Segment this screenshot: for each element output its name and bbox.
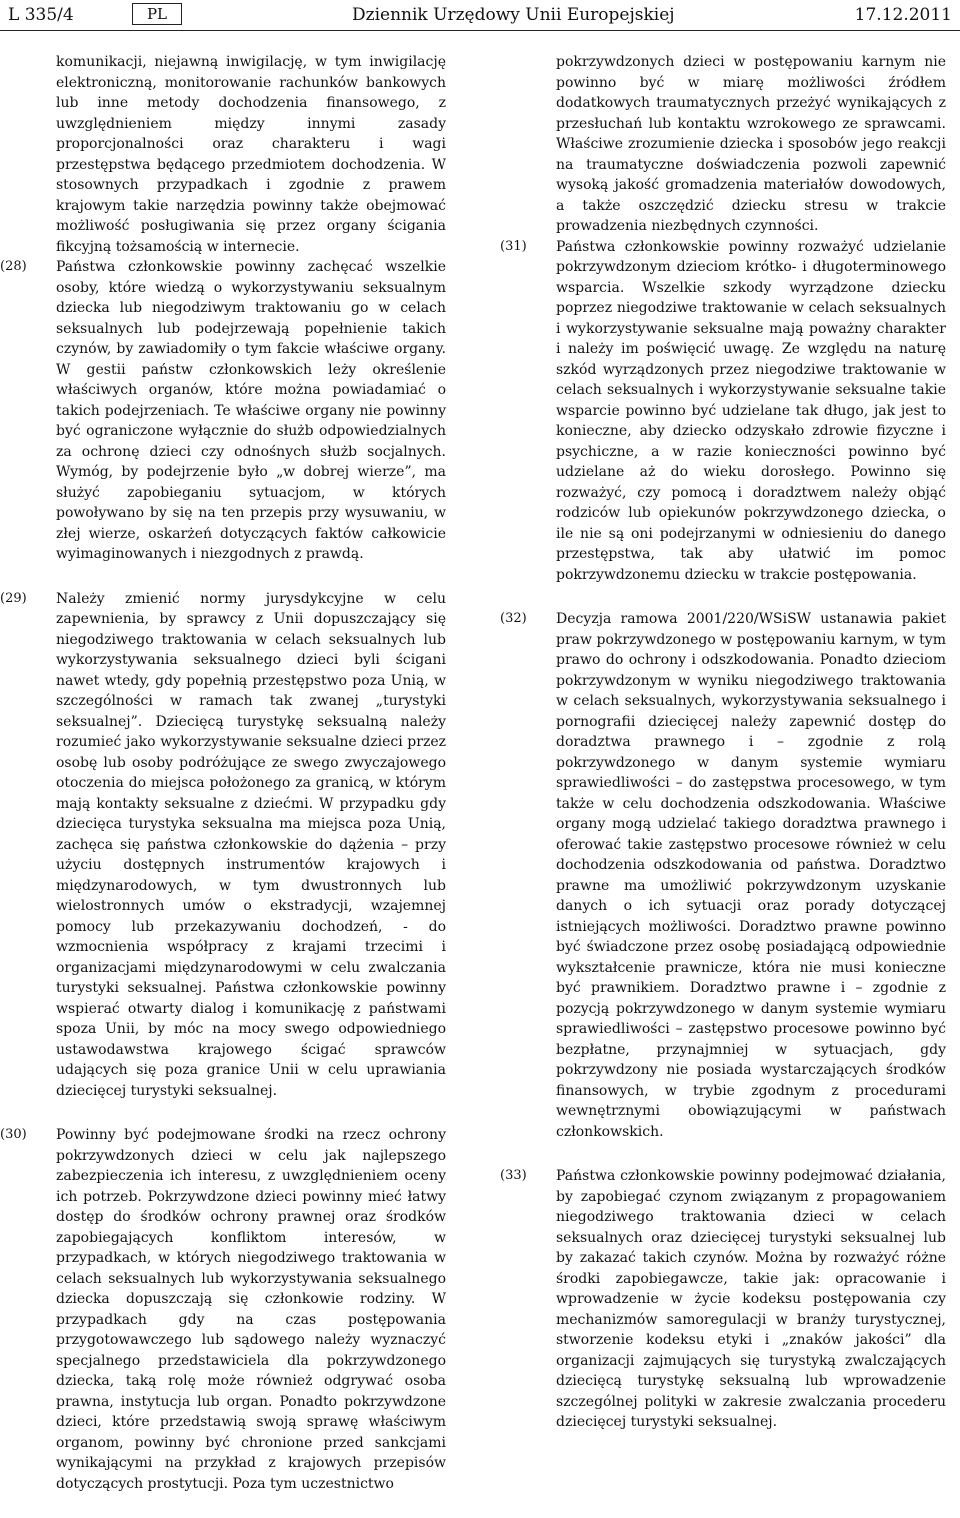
recital-number: (30) — [0, 1127, 27, 1142]
recital-number: (28) — [0, 259, 27, 274]
continuation-paragraph-right: pokrzywdzonych dzieci w postępowaniu karnym nie powinno być w miarę możliwości źródłem dodatkowych traumatycznych przeżyć wynikających z przesłuchań lub kontaktu wzrokowego ze sprawcami. Właściwe zrozumienie dziecka i sposobów jego reakcji na traumatyczne doświadczenia pozwoli zapewnić wysoką jakość gromadzenia materiałów dowodowych, a także oszczędzić dziecku stresu w trakcie prowadzenia niezbędnych czynności. — [556, 54, 946, 234]
recital-text: Powinny być podejmowane środki na rzecz ochrony pokrzywdzonych dzieci w celu jak najlepszego zabezpieczenia ich interesu, z uwzględnieniem oceny ich potrzeb. Pokrzywdzone dzieci powinny mieć łatwy dostęp do środków ochrony prawnej oraz środków zapobiegających konfliktom interesów, w przypadkach, w których niegodziwego traktowania w celach seksualnych lub wykorzystywania seksualnego dziecka dopuszczają się członkowie rodziny. W przypadkach gdy na czas postępowania przygotowawczego lub sądowego należy wyznaczyć specjalnego przedstawiciela dla pokrzywdzonego dziecka, taką rolę może również odgrywać osoba prawna, instytucja lub organ. Ponadto pokrzywdzone dzieci, które przedstawią swoją sprawę właściwym organom, powinny być chronione przed sankcjami wynikającymi na przykład z krajowych przepisów dotyczących prostytucji. Poza tym uczestnictwo — [56, 1127, 446, 1492]
publication-date: 17.12.2011 — [854, 5, 952, 25]
left-column — [0, 52, 446, 1518]
language-code-box: PL — [132, 3, 182, 25]
recital-29 — [0, 589, 446, 1102]
recital-number: (33) — [500, 1168, 527, 1183]
recital-text: Państwa członkowskie powinny zachęcać wszelkie osoby, które wiedzą o wykorzystywaniu seksualnym dziecka lub niegodziwym traktowaniu go w celach seksualnych lub podejrzewają popełnienie takich czynów, by zawiadomiły o tym fakcie właściwe organy. W gestii państw członkowskich leży określenie właściwych organów, które można powiadamiać o takich podejrzeniach. Te właściwe organy nie powinny być ograniczone wyłącznie do służb odpowiedzialnych za ochronę dzieci czy odnośnych służb socjalnych. Wymóg, by podejrzenie było „w dobrej wierze”, ma służyć zapobieganiu sytuacjom, w których powoływano by się na ten przepis przy wysuwaniu, w złej wierze, oskarżeń dotyczących faktów całkowicie wyimaginowanych i niezgodnych z prawdą. — [56, 259, 446, 562]
recital-28 — [0, 257, 446, 565]
journal-title: Dziennik Urzędowy Unii Europejskiej — [352, 5, 675, 25]
recital-text: Należy zmienić normy jurysdykcyjne w celu zapewnienia, by sprawcy z Unii dopuszczający się niegodziwego traktowania w celach seksualnych lub wykorzystywania seksualnego dzieci byli ścigani nawet wtedy, gdy popełnią przestępstwo poza Unią, w szczególności w ramach tak zwanej „turystyki seksualnej”. Dziecięcą turystykę seksualną należy rozumieć jako wykorzystywanie seksualne dzieci przez osobę lub osoby podróżujące ze swego zwyczajowego otoczenia do miejsca położonego za granicą, w którym mają kontakty seksualne z dziećmi. W przypadku gdy dziecięca turystyka seksualna ma miejsca poza Unią, zachęca się państwa członkowskie do dążenia – przy użyciu dostępnych instrumentów krajowych i międzynarodowych, w tym dwustronnych lub wielostronnych umów o ekstradycji, wzajemnej pomocy lub przekazywaniu dochodzeń, - do wzmocnienia współpracy z krajami trzecimi i organizacjami międzynarodowymi w celu zwalczania turystyki seksualnej. Państwa członkowskie powinny wspierać otwarty dialog i komunikację z państwami spoza Unii, by móc na mocy swego odpowiedniego ustawodawstwa krajowego ścigać sprawców udających się poza granice Unii w celu uprawiania dziecięcej turystyki seksualnej. — [56, 590, 446, 1099]
continuation-paragraph-left: komunikacji, niejawną inwigilację, w tym inwigilację elektroniczną, monitorowanie rachunków bankowych lub inne metody dochodzenia finansowego, z uwzględnieniem między innymi zasady proporcjonalności oraz charakteru i wagi przestępstwa będącego przedmiotem dochodzenia. W stosownych przypadkach i zgodnie z prawem krajowym takie narzędzia powinny także obejmować możliwość posługiwania się przez organy ścigania fikcyjną tożsamością w internecie. — [56, 54, 446, 255]
recital-number: (29) — [0, 590, 27, 606]
recital-text: Decyzja ramowa 2001/220/WSiSW ustanawia pakiet praw pokrzywdzonego w postępowaniu karnym, w tym prawo do ochrony i odszkodowania. Ponadto dzieciom pokrzywdzonym w wyniku niegodziwego traktowania w celach seksualnych, wykorzystywania seksualnego i pornografii dziecięcej należy zapewnić dostęp do doradztwa prawnego i – zgodnie z rolą pokrzywdzonego w danym systemie wymiaru sprawiedliwości – do zastępstwa procesowego, w tym także w celu dochodzenia odszkodowania. Właściwe organy mogą udzielać takiego doradztwa prawnego i oferować takie zastępstwo procesowe również w celu dochodzenia odszkodowania od państwa. Doradztwo prawne ma umożliwić pokrzywdzonym uzyskanie danych o ich sytuacji oraz porady dotyczącej istniejących możliwości. Doradztwo prawne powinno być świadczone przez osobę posiadającą odpowiednie wykształcenie prawnicze, która nie musi konieczne być prawnikiem. Doradztwo prawne i – zgodnie z pozycją pokrzywdzonego w danym systemie wymiaru sprawiedliwości – zastępstwo procesowe powinno być bezpłatne, przynajmniej w sytuacjach, gdy pokrzywdzony nie posiada wystarczających środków finansowych, w trybie zgodnym z procedurami wewnętrznymi obowiązującymi w państwach członkowskich. — [556, 611, 946, 1140]
recital-text: Państwa członkowskie powinny rozważyć udzielanie pokrzywdzonym dzieciom krótko- i długoterminowego wsparcia. Wszelkie szkody wyrządzone dziecku poprzez niegodziwe traktowanie w celach seksualnych i wykorzystywanie seksualne mają poważny charakter i należy im poświęcić uwagę. Ze względu na naturę szkód wyrządzonych przez niegodziwe traktowanie w celach seksualnych i wykorzystywanie seksualne takie wsparcie powinno być udzielane tak długo, jak jest to konieczne, aby dziecko odzyskało zdrowie fizyczne i psychiczne, a w razie konieczności powinno być udzielane aż do wieku dorosłego. Powinno się rozważyć, czy pomocą i doradztwem należy objąć rodziców lub opiekunów pokrzywdzonego dziecka, o ile nie są oni podejrzanymi w odniesieniu do danego przestępstwa, tak aby ułatwić im pomoc pokrzywdzonemu dziecku w trakcie postępowania. — [556, 238, 946, 583]
recital-number: (32) — [500, 611, 527, 626]
page-reference: L 335/4 — [8, 5, 74, 25]
recital-30 — [0, 1125, 446, 1494]
right-column — [500, 52, 946, 1457]
recital-text: Państwa członkowskie powinny podejmować działania, by zapobiegać czynom związanym z propagowaniem niegodziwego traktowania dzieci w celach seksualnych oraz dziecięcej turystyki seksualnej lub by zakazać takich czynów. Można by rozważyć różne środki zapobiegawcze, takie jak: opracowanie i wprowadzenie w życie kodeksu postępowania czy mechanizmów samoregulacji w branży turystycznej, stworzenie kodeksu etyki i „znaków jakości” dla organizacji zajmujących się turystyką zwalczających dziecięcą turystykę seksualną lub wprowadzenie szczególnej polityki w zakresie zwalczania procederu dziecięcej turystyki seksualnej. — [556, 1168, 946, 1430]
recital-31 — [500, 237, 946, 586]
recital-32 — [500, 609, 946, 1142]
recital-number: (31) — [500, 238, 527, 254]
page-header — [0, 0, 960, 31]
